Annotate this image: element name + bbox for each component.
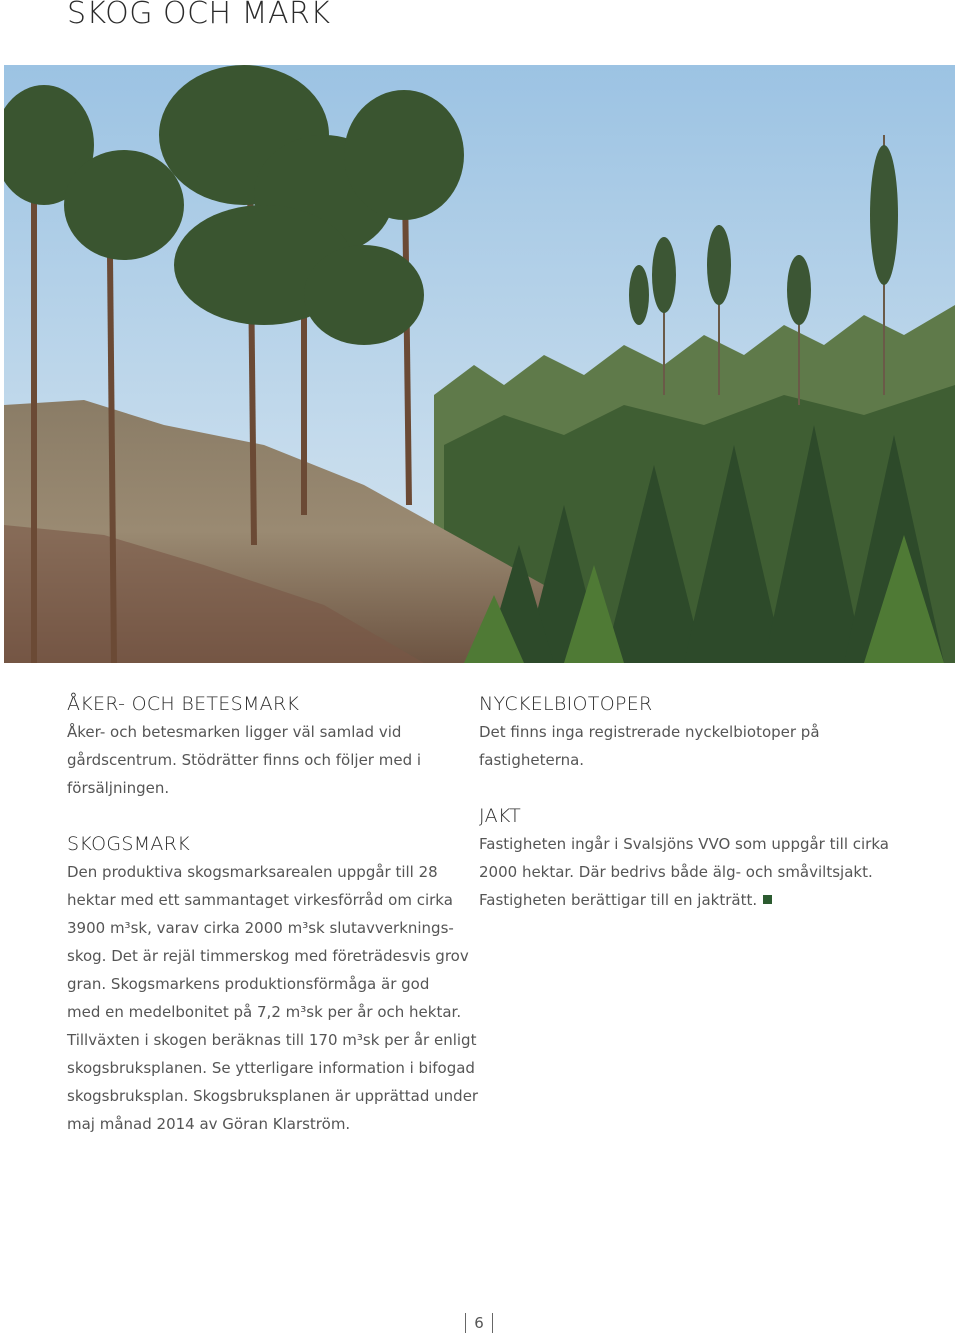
text-line: skog. Det är rejäl timmerskog med företrädesvis grov [67,947,469,965]
section-body [479,830,889,914]
section-heading: SKOGSMARK [67,833,190,855]
section-nyckelbiotoper [479,690,879,774]
text-line: 2000 hektar. Där bedrivs både älg- och småviltsjakt. [479,863,873,881]
section-heading: NYCKELBIOTOPER [479,693,653,715]
forest-photo [4,65,955,663]
page-number: 6 [465,1313,493,1333]
section-heading: ÅKER- OCH BETESMARK [67,693,300,715]
text-line: skogsbruksplanen. Se ytterligare information i bifogad [67,1059,475,1077]
text-line: Det finns inga registrerade nyckelbiotoper på [479,723,820,741]
text-line: Åker- och betesmarken ligger väl samlad vid [67,723,402,741]
text-line: Fastigheten ingår i Svalsjöns VVO som uppgår till cirka [479,835,889,853]
section-heading: JAKT [479,805,522,827]
end-mark-icon [763,895,772,904]
left-column [67,690,479,1138]
section-skogsmark [67,830,479,1138]
section-body [479,718,879,774]
text-line: gårdscentrum. Stödrätter finns och följer med i [67,751,422,769]
text-line: skogsbruksplan. Skogsbruksplanen är upprättad under [67,1087,479,1105]
right-column [479,690,889,914]
section-body [67,858,479,1138]
text-line: maj månad 2014 av Göran Klarström. [67,1115,351,1133]
text-line [479,886,879,914]
text-line: med en medelbonitet på 7,2 m³sk per år och hektar. [67,1003,462,1021]
text-line: 3900 m³sk, varav cirka 2000 m³sk slutavverknings- [67,919,454,937]
section-aker [67,690,459,802]
text-line: fastigheterna. [479,751,585,769]
section-body [67,718,459,802]
section-jakt [479,802,889,914]
text-line-content: Fastigheten berättigar till en jakträtt. [479,891,758,909]
text-line: Tillväxten i skogen beräknas till 170 m³sk per år enligt [67,1031,477,1049]
text-line: hektar med ett sammantaget virkesförråd om cirka [67,891,453,909]
text-line: gran. Skogsmarkens produktionsförmåga är god [67,975,430,993]
page-title: SKOG OCH MARK [67,0,331,31]
text-line: Den produktiva skogsmarksarealen uppgår till 28 [67,863,438,881]
text-line: försäljningen. [67,779,170,797]
